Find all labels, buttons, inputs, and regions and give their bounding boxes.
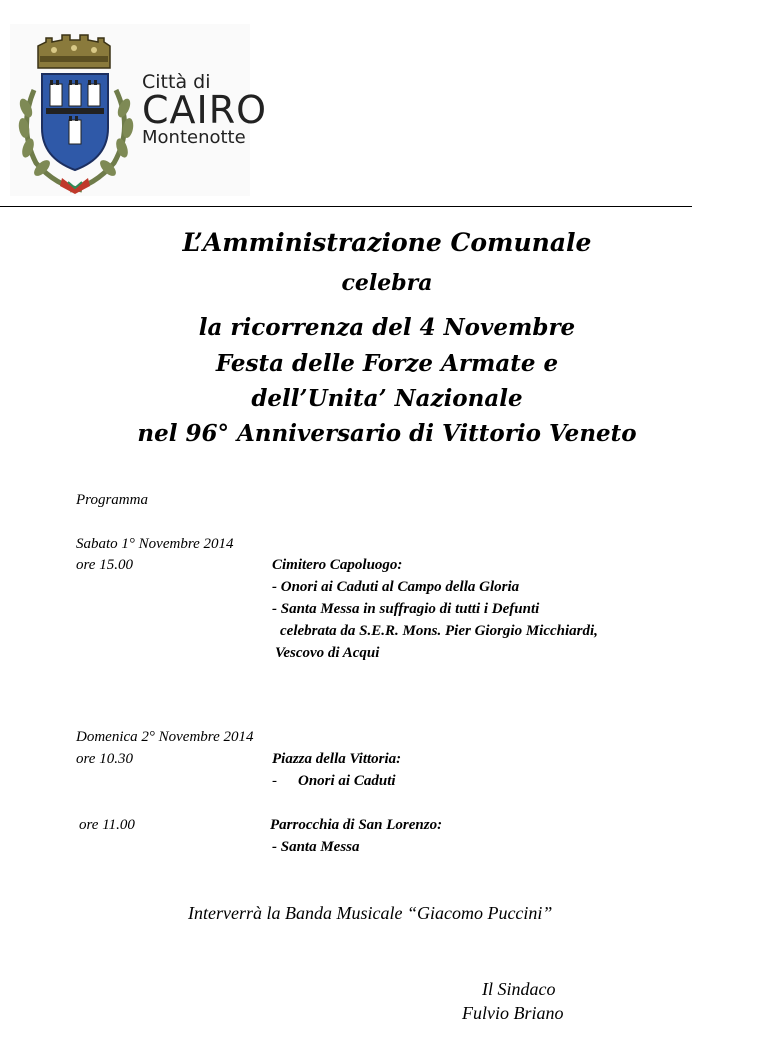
band-note: Interverrà la Banda Musicale “Giacomo Puccini” <box>188 903 553 923</box>
headline-line-1: L’Amministrazione Comunale <box>182 228 592 257</box>
header-divider <box>0 206 692 207</box>
headline-line-4: Festa delle Forze Armate e <box>215 350 559 377</box>
city-logo-text <box>142 72 267 148</box>
day2-time-1: ore 10.30 <box>76 751 133 767</box>
headline-line-3: la ricorrenza del 4 Novembre <box>198 314 576 341</box>
day1-item-2: - Santa Messa in suffragio di tutti i Defunti <box>272 601 540 617</box>
day1-item-4: Vescovo di Acqui <box>275 645 380 661</box>
city-name: CAIRO <box>142 88 268 132</box>
signature-name: Fulvio Briano <box>462 1003 564 1023</box>
day2-place-2: Parrocchia di San Lorenzo: <box>270 817 443 833</box>
day1-place: Cimitero Capoluogo: <box>272 557 403 573</box>
day1-time: ore 15.00 <box>76 557 133 573</box>
headline-line-2: celebra <box>341 270 433 296</box>
day2-place-1: Piazza della Vittoria: <box>272 751 402 767</box>
city-suffix: Montenotte <box>142 127 246 148</box>
signature-role: Il Sindaco <box>482 979 556 999</box>
day1-date: Sabato 1° Novembre 2014 <box>76 536 234 552</box>
city-logo <box>10 24 268 196</box>
headline-line-6: nel 96° Anniversario di Vittorio Veneto <box>137 420 637 447</box>
day2-item-2: - Santa Messa <box>272 839 360 855</box>
day1-item-1: - Onori ai Caduti al Campo della Gloria <box>272 579 520 595</box>
day2-item-1: Onori ai Caduti <box>298 773 396 789</box>
day1-item-3: celebrata da S.E.R. Mons. Pier Giorgio Micchiardi, <box>280 623 598 639</box>
city-prefix: Città di <box>142 71 211 93</box>
coat-of-arms-icon <box>16 28 140 196</box>
program-heading: Programma <box>76 492 148 508</box>
day2-time-2: ore 11.00 <box>79 817 135 833</box>
day2-dash: - <box>272 773 277 789</box>
headline-line-5: dell’Unita’ Nazionale <box>251 385 523 412</box>
day2-date: Domenica 2° Novembre 2014 <box>76 729 254 745</box>
